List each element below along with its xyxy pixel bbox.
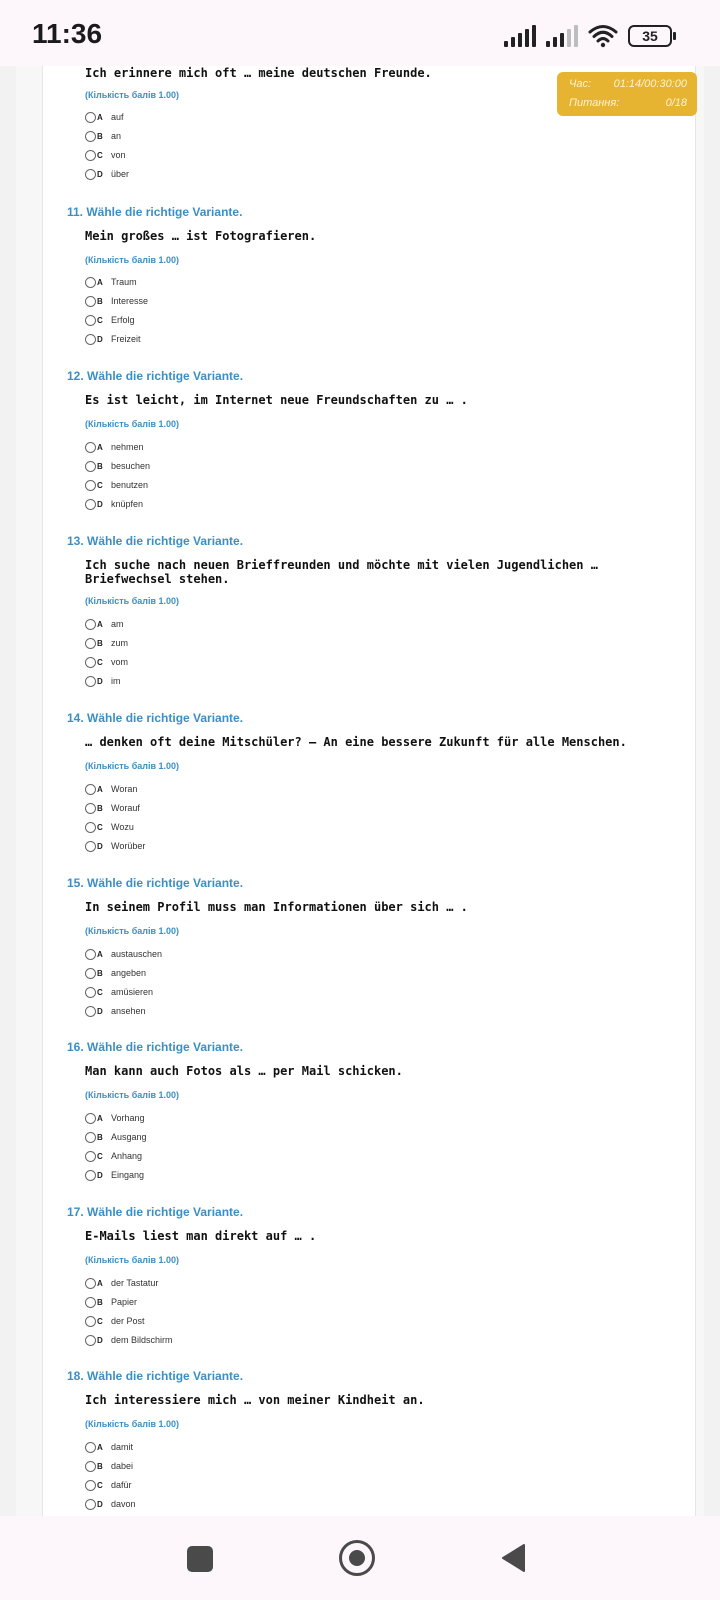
answer-option[interactable]: C vom — [85, 655, 128, 669]
question-title: 15. Wähle die richtige Variante. — [67, 876, 244, 890]
question-text: Es ist leicht, im Internet neue Freundschaften zu … . — [85, 393, 468, 407]
radio-icon[interactable] — [85, 1297, 96, 1308]
radio-icon[interactable] — [85, 1480, 96, 1491]
radio-icon[interactable] — [85, 1499, 96, 1510]
question-points: (Кількість балів 1.00) — [85, 926, 180, 936]
question-title: 11. Wähle die richtige Variante. — [67, 205, 243, 219]
question-text: Ich erinnere mich oft … meine deutschen Freunde. — [85, 66, 432, 80]
question-title: 17. Wähle die richtige Variante. — [67, 1205, 244, 1219]
timer-time-label: Час: — [569, 78, 592, 90]
question-title: 12. Wähle die richtige Variante. — [67, 369, 244, 383]
radio-icon[interactable] — [85, 150, 96, 161]
question-text: Ich suche nach neuen Brieffreunden und möchte mit vielen Jugendlichen … Briefwechsel stehen. — [85, 558, 598, 586]
answer-option[interactable]: A auf — [85, 110, 124, 124]
answer-option[interactable]: D davon — [85, 1497, 136, 1511]
radio-icon[interactable] — [85, 169, 96, 180]
answer-option[interactable]: B besuchen — [85, 459, 150, 473]
radio-icon[interactable] — [85, 803, 96, 814]
radio-icon[interactable] — [85, 638, 96, 649]
answer-option[interactable]: B Interesse — [85, 294, 148, 308]
radio-icon[interactable] — [85, 1170, 96, 1181]
question-title: 14. Wähle die richtige Variante. — [67, 711, 244, 725]
radio-icon[interactable] — [85, 841, 96, 852]
answer-option[interactable]: B Worauf — [85, 801, 140, 815]
radio-icon[interactable] — [85, 112, 96, 123]
answer-option[interactable]: D über — [85, 167, 129, 181]
answer-option[interactable]: D Freizeit — [85, 332, 141, 346]
timer-time-value: 01:14/00:30:00 — [613, 78, 687, 90]
status-bar — [0, 0, 720, 66]
answer-option[interactable]: B zum — [85, 636, 128, 650]
radio-icon[interactable] — [85, 619, 96, 630]
timer-questions-label: Питання: — [569, 97, 620, 109]
radio-icon[interactable] — [85, 1278, 96, 1289]
signal-icon — [546, 25, 578, 47]
radio-icon[interactable] — [85, 784, 96, 795]
answer-option[interactable]: D im — [85, 674, 121, 688]
question-text: Man kann auch Fotos als … per Mail schicken. — [85, 1064, 403, 1078]
radio-icon[interactable] — [85, 334, 96, 345]
answer-option[interactable]: C benutzen — [85, 478, 148, 492]
answer-option[interactable]: C dafür — [85, 1478, 132, 1492]
question-points: (Кількість балів 1.00) — [85, 1255, 180, 1265]
radio-icon[interactable] — [85, 987, 96, 998]
question-text: In seinem Profil muss man Informationen über sich … . — [85, 900, 468, 914]
answer-option[interactable]: B Ausgang — [85, 1130, 147, 1144]
question-points: (Кількість балів 1.00) — [85, 1419, 180, 1429]
back-icon[interactable] — [500, 1543, 526, 1573]
radio-icon[interactable] — [85, 296, 96, 307]
answer-option[interactable]: A damit — [85, 1440, 133, 1454]
radio-icon[interactable] — [85, 676, 96, 687]
question-points: (Кількість балів 1.00) — [85, 596, 180, 606]
wifi-icon — [588, 24, 618, 48]
radio-icon[interactable] — [85, 442, 96, 453]
radio-icon[interactable] — [85, 1006, 96, 1017]
home-icon[interactable] — [339, 1540, 375, 1576]
answer-option[interactable]: D knüpfen — [85, 497, 143, 511]
page — [16, 66, 704, 1516]
radio-icon[interactable] — [85, 657, 96, 668]
answer-option[interactable]: A am — [85, 617, 124, 631]
status-time: 11:36 — [32, 18, 103, 49]
radio-icon[interactable] — [85, 1316, 96, 1327]
answer-option[interactable]: B dabei — [85, 1459, 133, 1473]
question-points: (Кількість балів 1.00) — [85, 255, 180, 265]
answer-option[interactable]: C Anhang — [85, 1149, 142, 1163]
question-points: (Кількість балів 1.00) — [85, 1090, 180, 1100]
radio-icon[interactable] — [85, 1132, 96, 1143]
question-text: E-Mails liest man direkt auf … . — [85, 1229, 317, 1243]
answer-option[interactable]: D ansehen — [85, 1004, 146, 1018]
answer-option[interactable]: A nehmen — [85, 440, 144, 454]
question-text: … denken oft deine Mitschüler? – An eine bessere Zukunft für alle Menschen. — [85, 735, 627, 749]
navigation-bar — [0, 1516, 720, 1600]
radio-icon[interactable] — [85, 499, 96, 510]
answer-option[interactable]: B angeben — [85, 966, 146, 980]
answer-option[interactable]: D Eingang — [85, 1168, 144, 1182]
radio-icon[interactable] — [85, 315, 96, 326]
radio-icon[interactable] — [85, 1335, 96, 1346]
question-title: 13. Wähle die richtige Variante. — [67, 534, 244, 548]
quiz-card — [42, 66, 696, 1516]
answer-option[interactable]: C der Post — [85, 1314, 145, 1328]
answer-option[interactable]: B an — [85, 129, 121, 143]
radio-icon[interactable] — [85, 968, 96, 979]
question-title: 18. Wähle die richtige Variante. — [67, 1369, 244, 1383]
recents-icon[interactable] — [187, 1546, 213, 1572]
answer-option[interactable]: B Papier — [85, 1295, 137, 1309]
answer-option[interactable]: D Worüber — [85, 839, 145, 853]
answer-option[interactable]: C Wozu — [85, 820, 134, 834]
question-title: 16. Wähle die richtige Variante. — [67, 1040, 244, 1054]
answer-option[interactable]: A Vorhang — [85, 1111, 145, 1125]
status-icons — [504, 24, 672, 48]
radio-icon[interactable] — [85, 1442, 96, 1453]
signal-icon — [504, 25, 536, 47]
radio-icon[interactable] — [85, 277, 96, 288]
question-points: (Кількість балів 1.00) — [85, 419, 180, 429]
question-points: (Кількість балів 1.00) — [85, 90, 180, 100]
battery-icon: 35 — [628, 25, 672, 47]
radio-icon[interactable] — [85, 1461, 96, 1472]
radio-icon[interactable] — [85, 949, 96, 960]
question-points: (Кількість балів 1.00) — [85, 761, 180, 771]
answer-option[interactable]: A Traum — [85, 275, 137, 289]
answer-option[interactable]: C von — [85, 148, 126, 162]
radio-icon[interactable] — [85, 461, 96, 472]
radio-icon[interactable] — [85, 1151, 96, 1162]
radio-icon[interactable] — [85, 480, 96, 491]
radio-icon[interactable] — [85, 1113, 96, 1124]
answer-option[interactable]: C Erfolg — [85, 313, 135, 327]
answer-option[interactable]: A austauschen — [85, 947, 162, 961]
answer-option[interactable]: C amüsieren — [85, 985, 153, 999]
radio-icon[interactable] — [85, 822, 96, 833]
question-text: Ich interessiere mich … von meiner Kindheit an. — [85, 1393, 425, 1407]
answer-option[interactable]: A der Tastatur — [85, 1276, 158, 1290]
timer-questions-value: 0/18 — [665, 97, 687, 109]
answer-option[interactable]: D dem Bildschirm — [85, 1333, 173, 1347]
answer-option[interactable]: A Woran — [85, 782, 137, 796]
radio-icon[interactable] — [85, 131, 96, 142]
question-text: Mein großes … ist Fotografieren. — [85, 229, 317, 243]
